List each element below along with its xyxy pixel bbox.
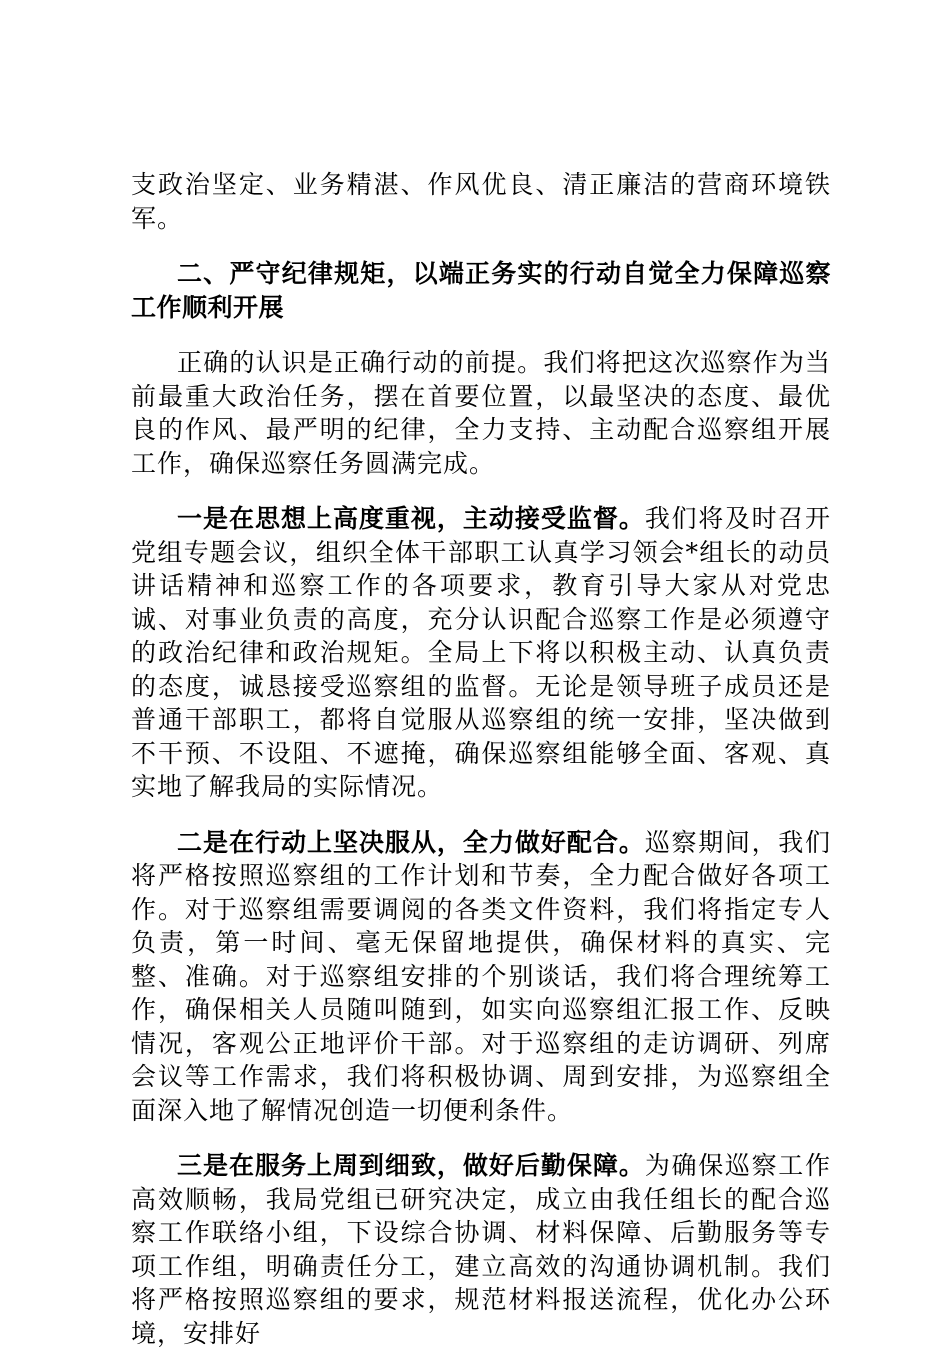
- paragraph-point-1: [131, 502, 831, 804]
- point-2-lead: 二是在行动上坚决服从，全力做好配合。: [177, 827, 645, 857]
- paragraph-point-3: [131, 1149, 831, 1350]
- point-3-lead: 三是在服务上周到细致，做好后勤保障。: [177, 1151, 645, 1180]
- paragraph-point-2: [131, 826, 831, 1128]
- document-page: [131, 168, 831, 1372]
- point-1-body: 我们将及时召开党组专题会议，组织全体干部职工认真学习领会*组长的动员讲话精神和巡察工作的各项要求，教育引导大家从对党忠诚、对事业负责的高度，充分认识配合巡察工作是必须遵守的政治纪律和政治规矩。全局上下将以积极主动、认真负责的态度，诚恳接受巡察组的监督。无论是领导班子成员还是普通干部职工，都将自觉服从巡察组的统一安排，坚决做到不干预、不设阻、不遮掩，确保巡察组能够全面、客观、真实地了解我局的实际情况。: [131, 504, 831, 801]
- point-1-lead: 一是在思想上高度重视，主动接受监督。: [177, 504, 645, 533]
- point-2-body: 巡察期间，我们将严格按照巡察组的工作计划和节奏，全力配合做好各项工作。对于巡察组需要调阅的各类文件资料，我们将指定专人负责，第一时间、毫无保留地提供，确保材料的真实、完整、准确。对于巡察组安排的个别谈话，我们将合理统筹工作，确保相关人员随叫随到，如实向巡察组汇报工作、反映情况，客观公正地评价干部。对于巡察组的走访调研、列席会议等工作需求，我们将积极协调、周到安排，为巡察组全面深入地了解情况创造一切便利条件。: [131, 827, 831, 1125]
- section-heading-2: 二、严守纪律规矩，以端正务实的行动自觉全力保障巡察工作顺利开展: [131, 259, 831, 322]
- paragraph-continuation: 支政治坚定、业务精湛、作风优良、清正廉洁的营商环境铁军。: [131, 170, 831, 233]
- paragraph-intro: 正确的认识是正确行动的前提。我们将把这次巡察作为当前最重大政治任务，摆在首要位置，以最坚决的态度、最优良的作风、最严明的纪律，全力支持、主动配合巡察组开展工作，确保巡察任务圆满完成。: [131, 348, 831, 478]
- point-3-body: 为确保巡察工作高效顺畅，我局党组已研究决定，成立由我任组长的配合巡察工作联络小组，下设综合协调、材料保障、后勤服务等专项工作组，明确责任分工，建立高效的沟通协调机制。我们将严格按照巡察组的要求，规范材料报送流程，优化办公环境，安排好: [131, 1151, 831, 1348]
